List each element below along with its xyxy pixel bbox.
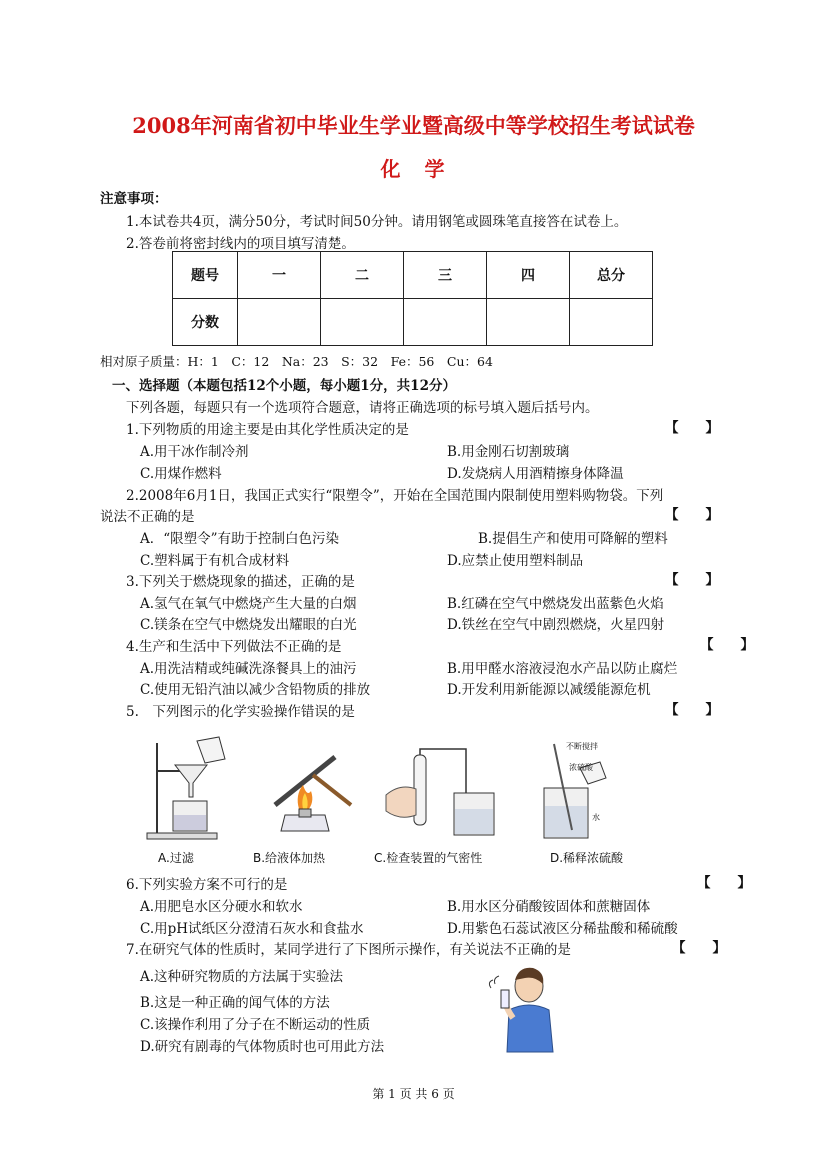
score-cell[interactable] bbox=[404, 299, 487, 346]
answer-bracket[interactable]: 【 】 bbox=[665, 702, 719, 718]
answer-bracket[interactable]: 【 】 bbox=[697, 875, 751, 891]
option: A.用肥皂水区分硬水和软水 bbox=[140, 899, 303, 915]
question-2-stem: 2.2008年6月1日，我国正式实行“限塑令”，开始在全国范围内限制使用塑料购物袋。下列 bbox=[126, 488, 664, 504]
airtightness-figure bbox=[380, 745, 510, 845]
question-2-stem-cont: 说法不正确的是 bbox=[100, 509, 195, 525]
dilution-figure bbox=[530, 738, 640, 846]
score-header-3: 三 bbox=[404, 252, 487, 299]
score-cell[interactable] bbox=[238, 299, 321, 346]
option: B.用甲醛水溶液浸泡水产品以防止腐烂 bbox=[447, 661, 678, 677]
option: C.该操作利用了分子在不断运动的性质 bbox=[140, 1017, 371, 1033]
figure-caption-c: C.检查装置的气密性 bbox=[374, 851, 483, 865]
figure-caption-d: D.稀释浓硫酸 bbox=[550, 851, 624, 865]
score-header-1: 一 bbox=[238, 252, 321, 299]
option: A.氢气在氧气中燃烧产生大量的白烟 bbox=[140, 596, 357, 612]
answer-bracket[interactable]: 【 】 bbox=[665, 572, 719, 588]
question-1-stem: 1.下列物质的用途主要是由其化学性质决定的是 bbox=[126, 422, 409, 438]
score-header-4: 四 bbox=[487, 252, 570, 299]
section-heading: 一、选择题（本题包括12个小题，每小题1分，共12分） bbox=[112, 378, 456, 394]
score-cell[interactable] bbox=[487, 299, 570, 346]
figure-caption-b: B.给液体加热 bbox=[253, 851, 326, 865]
score-row-label: 分数 bbox=[173, 299, 238, 346]
score-cell[interactable] bbox=[570, 299, 653, 346]
answer-bracket[interactable]: 【 】 bbox=[700, 637, 754, 653]
option: A.这种研究物质的方法属于实验法 bbox=[140, 969, 344, 985]
score-header-total: 总分 bbox=[570, 252, 653, 299]
question-4-stem: 4.生产和生活中下列做法不正确的是 bbox=[126, 639, 342, 655]
heating-figure bbox=[255, 735, 365, 845]
figure-label-water: 水 bbox=[592, 813, 600, 822]
score-cell[interactable] bbox=[321, 299, 404, 346]
figure-caption-a: A.过滤 bbox=[158, 851, 194, 865]
atomic-masses: 相对原子质量：H：1 C：12 Na：23 S：32 Fe：56 Cu：64 bbox=[100, 354, 493, 369]
answer-bracket[interactable]: 【 】 bbox=[665, 507, 719, 523]
answer-bracket[interactable]: 【 】 bbox=[672, 940, 726, 956]
question-7-stem: 7.在研究气体的性质时，某同学进行了下图所示操作，有关说法不正确的是 bbox=[126, 942, 571, 958]
question-3-stem: 3.下列关于燃烧现象的描述，正确的是 bbox=[126, 574, 355, 590]
option: A.用干冰作制冷剂 bbox=[140, 444, 249, 460]
option: D.用紫色石蕊试液区分稀盐酸和稀硫酸 bbox=[447, 921, 678, 937]
option: B.用水区分硝酸铵固体和蔗糖固体 bbox=[447, 899, 651, 915]
option: D.研究有剧毒的气体物质时也可用此方法 bbox=[140, 1039, 385, 1055]
option: D.铁丝在空气中剧烈燃烧，火星四射 bbox=[447, 617, 665, 633]
question-5-stem: 5. 下列图示的化学实验操作错误的是 bbox=[126, 704, 355, 720]
page-footer: 第 1 页 共 6 页 bbox=[372, 1087, 455, 1101]
subject-title: 化 学 bbox=[380, 157, 447, 181]
option: C.用煤作燃料 bbox=[140, 466, 222, 482]
notes-heading: 注意事项： bbox=[100, 191, 168, 207]
figure-label-acid: 浓硫酸 bbox=[569, 763, 593, 772]
option: B.红磷在空气中燃烧发出蓝紫色火焰 bbox=[447, 596, 664, 612]
option: D.应禁止使用塑料制品 bbox=[447, 553, 584, 569]
score-header-2: 二 bbox=[321, 252, 404, 299]
option: A.用洗洁精或纯碱洗涤餐具上的油污 bbox=[140, 661, 357, 677]
figure-label-stir: 不断搅拌 bbox=[566, 742, 598, 751]
student-smelling-figure bbox=[485, 960, 565, 1055]
exam-title: 2008年河南省初中毕业生学业暨高级中等学校招生考试试卷 bbox=[132, 113, 695, 138]
question-6-stem: 6.下列实验方案不可行的是 bbox=[126, 877, 288, 893]
score-table bbox=[172, 251, 653, 346]
option: B.提倡生产和使用可降解的塑料 bbox=[478, 531, 668, 547]
option: A．“限塑令”有助于控制白色污染 bbox=[140, 531, 340, 547]
option: B.这是一种正确的闻气体的方法 bbox=[140, 995, 330, 1011]
option: C.镁条在空气中燃烧发出耀眼的白光 bbox=[140, 617, 357, 633]
section-instruction: 下列各题，每题只有一个选项符合题意，请将正确选项的标号填入题后括号内。 bbox=[126, 400, 599, 416]
answer-bracket[interactable]: 【 】 bbox=[665, 420, 719, 436]
option: D.发烧病人用酒精擦身体降温 bbox=[447, 466, 624, 482]
notes-item-2: 2.答卷前将密封线内的项目填写清楚。 bbox=[126, 236, 355, 252]
option: B.用金刚石切割玻璃 bbox=[447, 444, 570, 460]
filtration-figure bbox=[145, 735, 235, 845]
option: C.塑料属于有机合成材料 bbox=[140, 553, 290, 569]
notes-item-1: 1.本试卷共4页，满分50分，考试时间50分钟。请用钢笔或圆珠笔直接答在试卷上。 bbox=[126, 214, 628, 230]
option: C.用pH试纸区分澄清石灰水和食盐水 bbox=[140, 921, 364, 937]
option: D.开发利用新能源以减缓能源危机 bbox=[447, 682, 651, 698]
score-header-label: 题号 bbox=[173, 252, 238, 299]
option: C.使用无铅汽油以减少含铅物质的排放 bbox=[140, 682, 371, 698]
